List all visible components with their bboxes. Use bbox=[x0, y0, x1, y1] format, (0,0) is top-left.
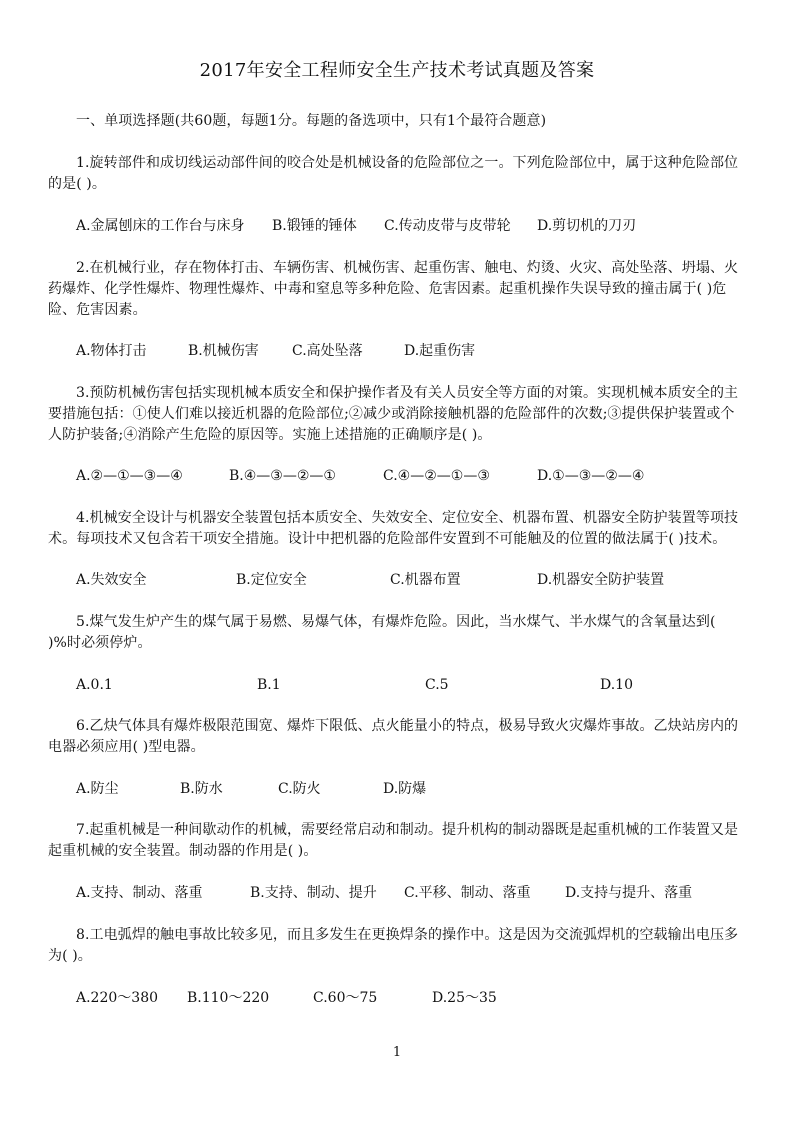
document-title: 2017年安全工程师安全生产技术考试真题及答案 bbox=[199, 60, 595, 81]
option-c: C.5 bbox=[425, 677, 449, 693]
question-5-stem: 5.煤气发生炉产生的煤气属于易燃、易爆气体，有爆炸危险。因此，当水煤气、半水煤气的含氧量达到( )%时必须停炉。 bbox=[48, 614, 735, 651]
page-number: 1 bbox=[392, 1045, 402, 1060]
question-2-options bbox=[76, 341, 756, 362]
option-b: B.机械伤害 bbox=[188, 343, 259, 359]
option-c: C.传动皮带与皮带轮 bbox=[384, 218, 511, 234]
option-a: A.220～380 bbox=[76, 990, 159, 1006]
question-8-options bbox=[76, 988, 756, 1009]
option-d: D.剪切机的刀刃 bbox=[537, 218, 637, 234]
option-d: D.10 bbox=[600, 677, 633, 693]
option-a: A.支持、制动、落重 bbox=[76, 885, 203, 901]
option-d: D.防爆 bbox=[383, 781, 427, 797]
option-b: B.1 bbox=[257, 677, 281, 693]
question-8-stem: 8.工电弧焊的触电事故比较多见，而且多发生在更换焊条的操作中。这是因为交流弧焊机的空载输出电压多为( )。 bbox=[48, 927, 739, 964]
option-a: A.失效安全 bbox=[76, 572, 147, 588]
question-6-options bbox=[76, 779, 756, 800]
option-a: A.0.1 bbox=[76, 677, 113, 693]
question-6-stem: 6.乙炔气体具有爆炸极限范围宽、爆炸下限低、点火能量小的特点，极易导致火灾爆炸事故。乙炔站房内的电器必须应用( )型电器。 bbox=[48, 718, 739, 755]
option-c: C.平移、制动、落重 bbox=[404, 885, 531, 901]
option-d: D.机器安全防护装置 bbox=[537, 572, 665, 588]
option-c: C.60～75 bbox=[313, 990, 378, 1006]
option-b: B.定位安全 bbox=[236, 572, 307, 588]
option-d: D.支持与提升、落重 bbox=[565, 885, 693, 901]
option-d: D.①—③—②—④ bbox=[537, 468, 645, 484]
question-7-options bbox=[76, 883, 756, 904]
option-b: B.锻锤的锤体 bbox=[272, 218, 357, 234]
question-4-options bbox=[76, 570, 756, 591]
question-4-stem: 4.机械安全设计与机器安全装置包括本质安全、失效安全、定位安全、机器布置、机器安全防护装置等项技术。每项技术又包含若干项安全措施。设计中把机器的危险部件安置到不可能触及的位置的做法属于( )技术。 bbox=[48, 510, 739, 547]
option-c: C.机器布置 bbox=[390, 572, 461, 588]
option-c: C.高处坠落 bbox=[292, 343, 363, 359]
option-d: D.25～35 bbox=[432, 990, 497, 1006]
question-7-stem: 7.起重机械是一种间歇动作的机械，需要经常启动和制动。提升机构的制动器既是起重机械的工作装置又是起重机械的安全装置。制动器的作用是( )。 bbox=[48, 822, 739, 859]
option-b: B.防水 bbox=[180, 781, 223, 797]
question-3-stem: 3.预防机械伤害包括实现机械本质安全和保护操作者及有关人员安全等方面的对策。实现机械本质安全的主要措施包括：①使人们难以接近机器的危险部位;②减少或消除接触机器的危险部件的次数;③提供保护装置或个人防护装备;④消除产生危险的原因等。实施上述措施的正确顺序是( )。 bbox=[48, 385, 739, 443]
option-c: C.防火 bbox=[278, 781, 321, 797]
option-b: B.④—③—②—① bbox=[229, 468, 336, 484]
question-2-stem: 2.在机械行业，存在物体打击、车辆伤害、机械伤害、起重伤害、触电、灼烫、火灾、高处坠落、坍塌、火药爆炸、化学性爆炸、物理性爆炸、中毒和窒息等多种危险、危害因素。起重机操作失误导致的撞击属于( )危险、危害因素。 bbox=[48, 260, 739, 318]
question-1-stem: 1.旋转部件和成切线运动部件间的咬合处是机械设备的危险部位之一。下列危险部位中，属于这种危险部位的是( )。 bbox=[48, 155, 739, 192]
option-c: C.④—②—①—③ bbox=[383, 468, 490, 484]
question-1-options bbox=[76, 216, 756, 237]
question-3-options bbox=[76, 466, 756, 487]
option-a: A.物体打击 bbox=[76, 343, 147, 359]
option-b: B.支持、制动、提升 bbox=[250, 885, 377, 901]
option-d: D.起重伤害 bbox=[404, 343, 476, 359]
question-5-options bbox=[76, 675, 756, 696]
option-b: B.110～220 bbox=[187, 990, 270, 1006]
option-a: A.防尘 bbox=[76, 781, 119, 797]
section-heading: 一、单项选择题(共60题，每题1分。每题的备选项中，只有1个最符合题意) bbox=[76, 113, 547, 129]
option-a: A.②—①—③—④ bbox=[76, 468, 183, 484]
option-a: A.金属刨床的工作台与床身 bbox=[76, 218, 245, 234]
